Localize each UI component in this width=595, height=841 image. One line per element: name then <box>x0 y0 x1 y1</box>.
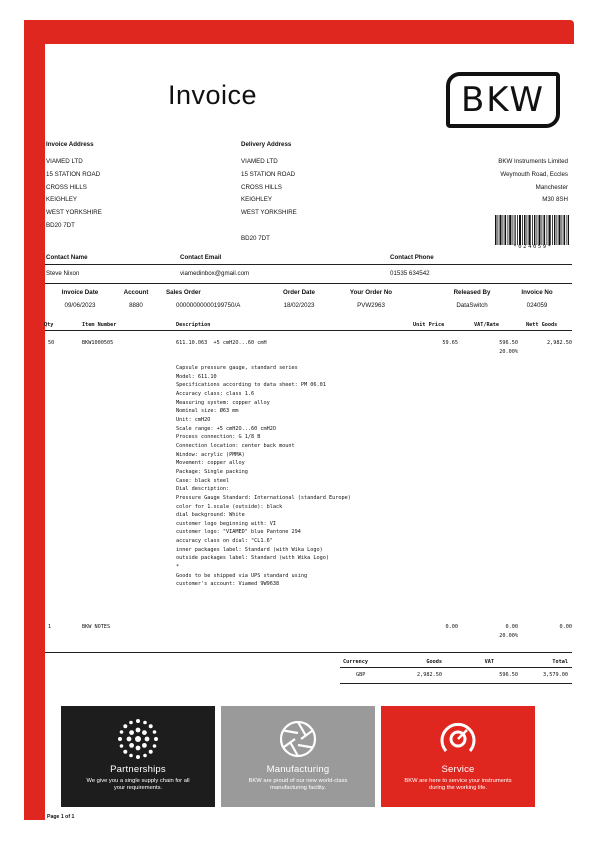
line2-vat-rate: 20.00% <box>499 633 518 639</box>
delivery-address-line: CROSS HILLS <box>241 183 282 191</box>
account-number: 8880 <box>129 302 143 309</box>
col-item-header: Item Number <box>82 322 117 328</box>
aperture-icon <box>277 718 319 760</box>
line2-nett: 0.00 <box>559 624 572 630</box>
invoice-no-label: Invoice No <box>521 289 553 296</box>
bkw-logo <box>446 72 560 128</box>
your-order-number: PVW2963 <box>357 302 385 309</box>
line2-item: BKW NOTES <box>82 624 111 630</box>
contact-email[interactable]: viamedinbox@gmail.com <box>180 270 250 277</box>
totals-divider-bottom <box>340 683 572 684</box>
goods-label: Goods <box>426 659 442 665</box>
delivery-address-line: 15 STATION ROAD <box>241 170 296 178</box>
col-vat-header: VAT/Rate <box>474 322 499 328</box>
barcode-text: *024059* <box>513 244 553 250</box>
contact-name: Steve Nixon <box>46 270 80 277</box>
logo-text: BKW <box>460 80 546 120</box>
page-number: Page 1 of 1 <box>47 814 75 820</box>
invoice-date: 09/06/2023 <box>64 302 96 309</box>
total-label: Total <box>552 659 568 665</box>
your-order-no-label: Your Order No <box>349 289 393 296</box>
order-date-label: Order Date <box>283 289 315 296</box>
invoice-address-line: KEIGHLEY <box>46 196 77 204</box>
totals-divider-mid <box>340 667 572 668</box>
service-text: BKW are here to service your instruments during the working life. <box>404 778 512 791</box>
order-date: 18/02/2023 <box>283 302 315 309</box>
company-address-line: Weymouth Road, Eccles <box>500 170 568 178</box>
grand-total: 3,579.00 <box>543 672 568 678</box>
sales-order-number: 00000000000199750/A <box>176 302 241 309</box>
line2-vat: 0.00 <box>505 624 518 630</box>
line1-item: BKW1000505 <box>82 340 114 346</box>
service-title: Service <box>441 764 475 775</box>
currency-value: GBP <box>356 672 366 678</box>
invoice-address-line: VIAMED LTD <box>46 158 83 165</box>
partnerships-tile <box>61 706 215 807</box>
company-address-line: BKW Instruments Limited <box>498 158 568 165</box>
partnerships-text: We give you a single supply chain for all your requirements. <box>86 778 190 791</box>
gauge-icon <box>437 718 479 760</box>
released-by: DataSwitch <box>456 302 488 309</box>
company-address-block <box>498 156 568 207</box>
vat-total: 596.50 <box>499 672 518 678</box>
invoice-address-line: WEST YORKSHIRE <box>46 209 102 217</box>
red-frame-top <box>24 20 574 44</box>
line2-unit-price: 0.00 <box>445 624 458 630</box>
invoice-number: 024059 <box>526 302 548 309</box>
contact-email-label: Contact Email <box>180 254 222 261</box>
currency-label: Currency <box>343 659 368 665</box>
meta-divider-top <box>45 283 572 284</box>
totals-divider-top <box>45 652 572 653</box>
line1-desc: 611.10.063 +5 cmH2O...60 cmH <box>176 340 267 346</box>
col-qty-header: Qty <box>44 322 54 328</box>
invoice-address-line: BD20 7DT <box>46 221 75 229</box>
company-address-line: M30 8SH <box>542 196 568 204</box>
delivery-address-heading: Delivery Address <box>241 141 292 148</box>
line1-nett: 2,982.50 <box>547 340 572 346</box>
invoice-address-line: CROSS HILLS <box>46 183 87 191</box>
manufacturing-tile <box>221 706 375 807</box>
invoice-address-block <box>46 156 102 233</box>
delivery-address-line: BD20 7DT <box>241 234 270 242</box>
service-tile <box>381 706 535 807</box>
delivery-address-line: WEST YORKSHIRE <box>241 209 297 217</box>
contact-name-label: Contact Name <box>46 254 88 261</box>
invoice-date-label: Invoice Date <box>61 289 99 296</box>
contact-phone: 01535 634542 <box>390 270 430 277</box>
col-desc-header: Description <box>176 322 211 328</box>
delivery-address-block <box>241 156 297 246</box>
delivery-address-line <box>241 220 297 233</box>
vat-label: VAT <box>484 659 494 665</box>
invoice-address-heading: Invoice Address <box>46 141 94 148</box>
released-by-label: Released By <box>453 289 491 296</box>
goods-total: 2,982.50 <box>417 672 442 678</box>
invoice-address-line: 15 STATION ROAD <box>46 170 101 178</box>
lines-header-divider <box>45 330 572 331</box>
delivery-address-line: KEIGHLEY <box>241 196 272 204</box>
account-label: Account <box>123 289 149 296</box>
contact-divider <box>45 264 572 265</box>
line1-vat: 596.50 <box>499 340 518 346</box>
manufacturing-title: Manufacturing <box>266 764 330 775</box>
line2-qty: 1 <box>48 624 52 630</box>
dots-circle-icon <box>117 718 159 760</box>
col-unit-header: Unit Price <box>413 322 445 328</box>
partnerships-title: Partnerships <box>110 764 166 775</box>
red-frame-left <box>24 20 45 820</box>
col-nett-header: Nett Goods <box>526 322 558 328</box>
manufacturing-text: BKW are proud of our new world-class manufacturing facility. <box>248 778 348 791</box>
delivery-address-line: VIAMED LTD <box>241 158 278 165</box>
contact-phone-label: Contact Phone <box>390 254 434 261</box>
line1-qty: 50 <box>48 340 55 346</box>
company-address-line: Manchester <box>535 183 568 191</box>
page-title: Invoice <box>168 80 258 110</box>
sales-order-label: Sales Order <box>166 289 201 296</box>
line1-long-description: Capsule pressure gauge, standard series Model: 611.10 Specifications according to data sheet: PM 06.01 Accuracy class: class 1.6 Measuring system: copper alloy Nominal size: Ø63 mm Unit: cmH2O Scale range: +5 cmH2O...60 cmH2O Process connection: G 1/8 B Connection location: center back mount Window: acrylic (PMMA) Movement: copper alloy Package: Single packing Case: black steel Dial description: Pressure Gauge Standard: International (standard Europe) color for 1.scale (outside): black dial background: White customer logo beginning with: VI customer logo: "VIAMED" blue Pantone 294 accuracy class on dial: "CL1.6" inner packages label: Standard (with Wika Logo) outside packages label: Standard (with Wika Logo) * Goods to be shipped via UPS standard using customer's account: Viamed 9W9638 <box>176 365 351 588</box>
line1-unit-price: 59.65 <box>442 340 458 346</box>
line1-vat-rate: 20.00% <box>499 349 518 355</box>
